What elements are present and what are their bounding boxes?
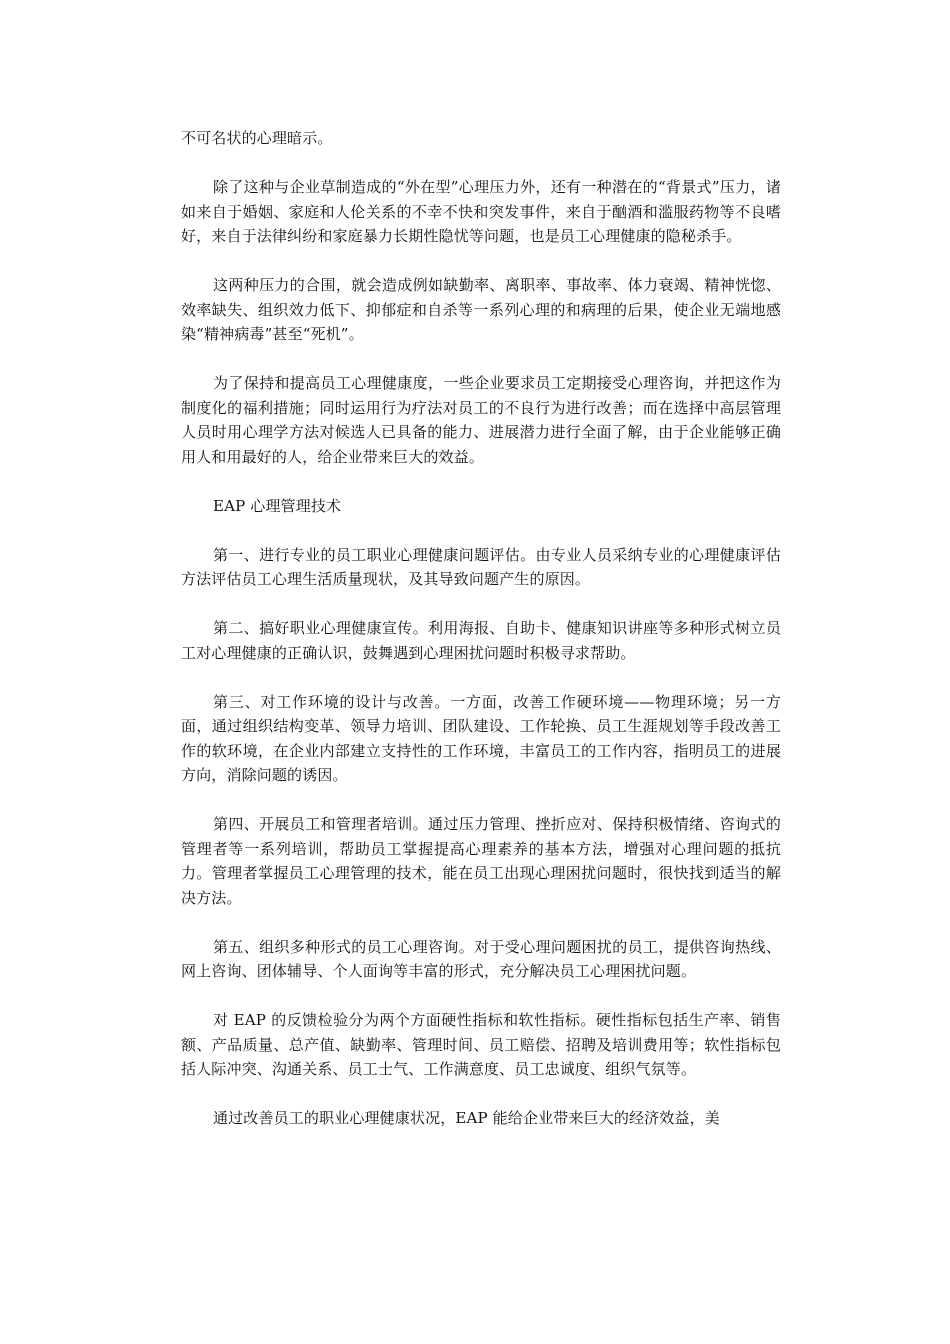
- paragraph-pressure-consequences: 这两种压力的合围，就会造成例如缺勤率、离职率、事故率、体力衰竭、精神恍惚、效率缺失、组织效力低下、抑郁症和自杀等一系列心理的和病理的后果，使企业无端地感染“精神病毒”甚至“死机”。: [181, 276, 781, 343]
- paragraph-step-four: 第四、开展员工和管理者培训。通过压力管理、挫折应对、保持积极情绪、咨询式的管理者等一系列培训，帮助员工掌握提高心理素养的基本方法，增强对心理问题的抵抗力。管理者掌握员工心理管理的技术，能在员工出现心理困扰问题时，很快找到适当的解决方法。: [181, 815, 781, 907]
- document-body: [181, 126, 781, 1155]
- paragraph-step-one: 第一、进行专业的员工职业心理健康问题评估。由专业人员采纳专业的心理健康评估方法评估员工心理生活质量现状，及其导致问题产生的原因。: [181, 545, 781, 588]
- paragraph-feedback-indicators: 对 EAP 的反馈检验分为两个方面硬性指标和软性指标。硬性指标包括生产率、销售额、产品质量、总产值、缺勤率、管理时间、员工赔偿、招聘及培训费用等；软性指标包括人际冲突、沟通关系、员工士气、工作满意度、员工忠诚度、组织气氛等。: [181, 1011, 781, 1078]
- paragraph-step-three: 第三、对工作环境的设计与改善。一方面，改善工作硬环境——物理环境；另一方面，通过组织结构变革、领导力培训、团队建设、工作轮换、员工生涯规划等手段改善工作的软环境，在企业内部建立支持性的工作环境，丰富员工的工作内容，指明员工的进展方向，消除问题的诱因。: [181, 692, 781, 784]
- paragraph-health-measures: 为了保持和提高员工心理健康度，一些企业要求员工定期接受心理咨询，并把这作为制度化的福利措施；同时运用行为疗法对员工的不良行为进行改善；而在选择中高层管理人员时用心理学方法对候选人已具备的能力、进展潜力进行全面了解，由于企业能够正确用人和用最好的人，给企业带来巨大的效益。: [181, 374, 781, 466]
- paragraph-background-pressure: 除了这种与企业草制造成的“外在型”心理压力外，还有一种潜在的“背景式”压力，诸如来自于婚姻、家庭和人伦关系的不幸不快和突发事件，来自于酗酒和滥服药物等不良嗜好，来自于法律纠纷和家庭暴力长期性隐忧等问题，也是员工心理健康的隐秘杀手。: [181, 178, 781, 245]
- paragraph-step-two: 第二、搞好职业心理健康宣传。利用海报、自助卡、健康知识讲座等多种形式树立员工对心理健康的正确认识，鼓舞遇到心理困扰问题时积极寻求帮助。: [181, 619, 781, 662]
- section-heading-eap-techniques: EAP 心理管理技术: [213, 496, 342, 515]
- paragraph-economic-benefit: 通过改善员工的职业心理健康状况，EAP 能给企业带来巨大的经济效益，美: [213, 1109, 720, 1127]
- paragraph-step-five: 第五、组织多种形式的员工心理咨询。对于受心理问题困扰的员工，提供咨询热线、网上咨询、团体辅导、个人面询等丰富的形式，充分解决员工心理困扰问题。: [181, 937, 781, 980]
- paragraph-continuation: 不可名状的心理暗示。: [181, 129, 333, 147]
